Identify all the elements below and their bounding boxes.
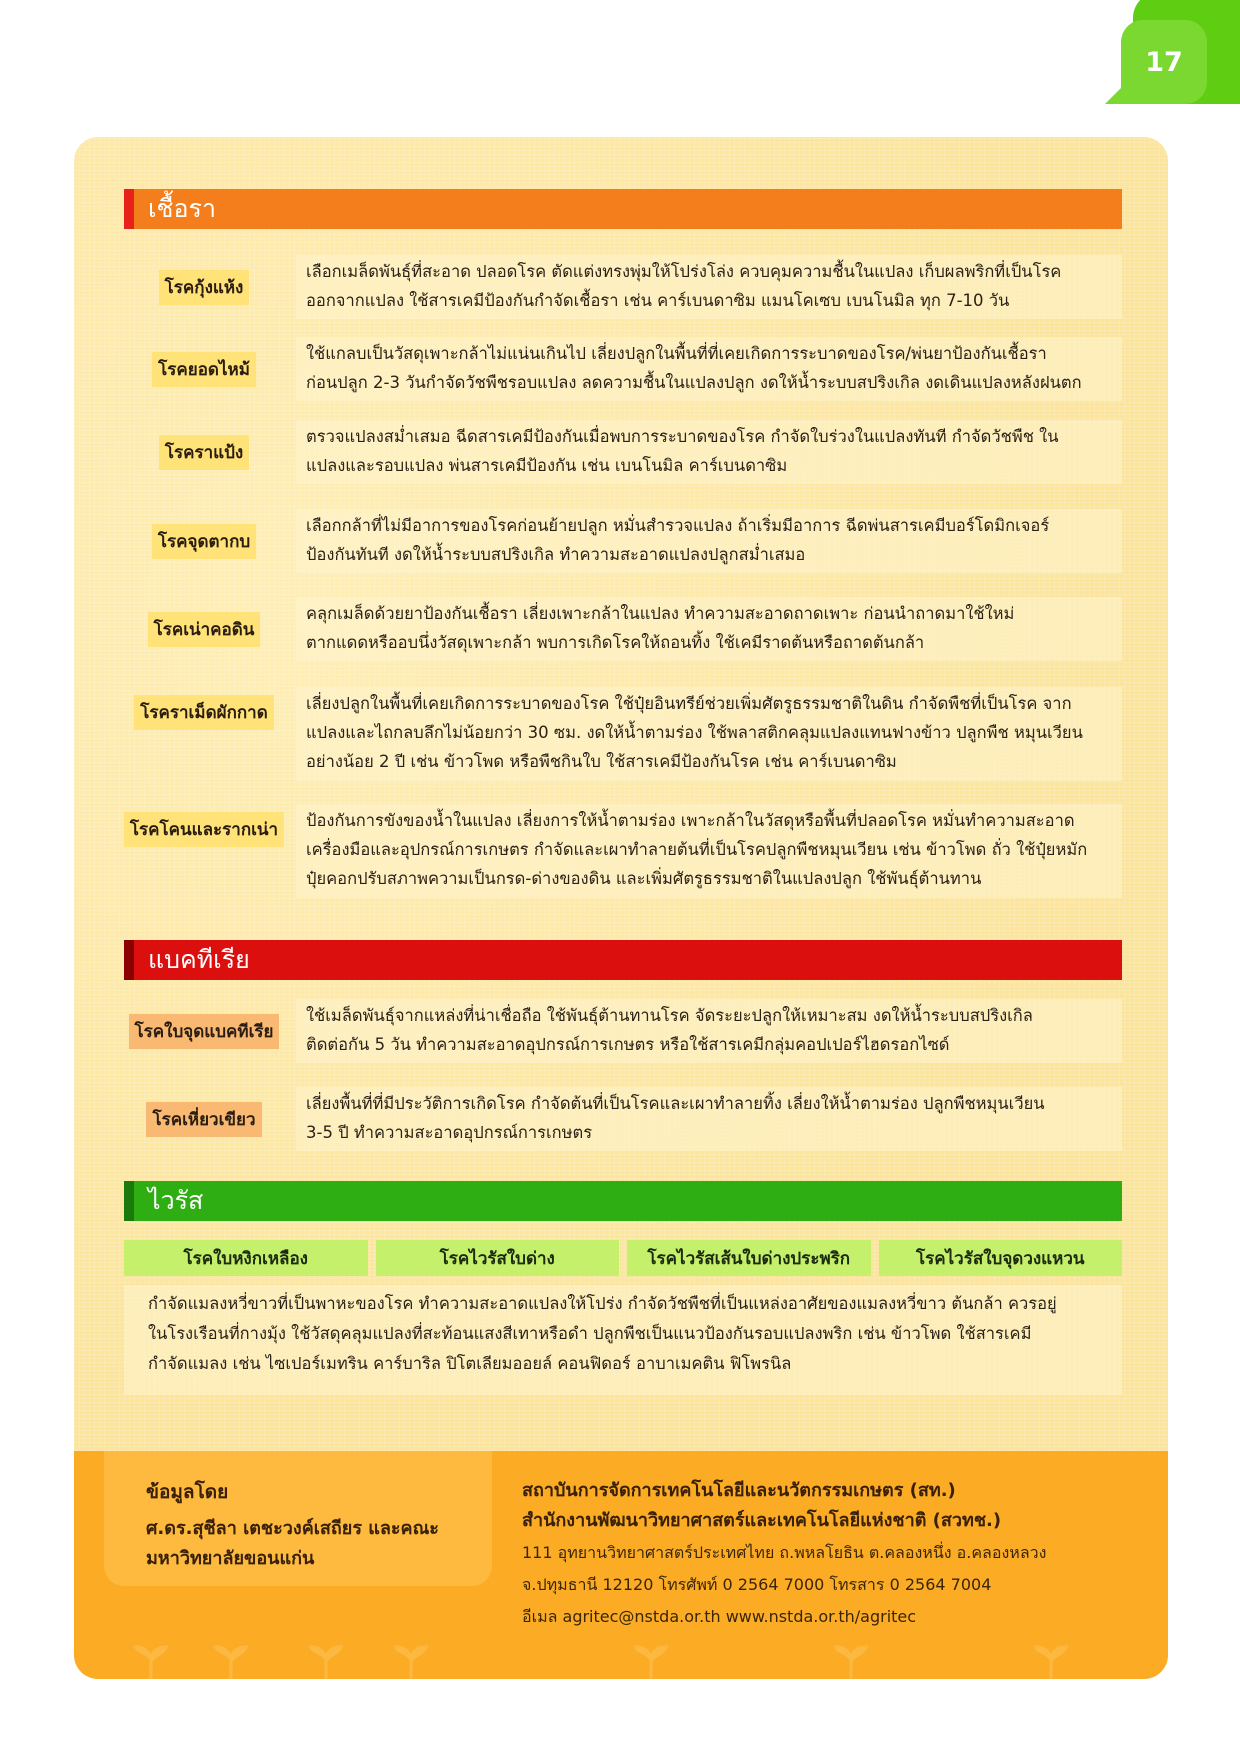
sprout-icon (309, 1639, 343, 1679)
disease-name: โรคโคนและรากเน่า (124, 804, 284, 906)
disease-row (124, 999, 1122, 1063)
disease-row (124, 804, 1122, 898)
virus-disease-headers (124, 1240, 1122, 1276)
disease-description: เลือกเมล็ดพันธุ์ที่สะอาด ปลอดโรค ตัดแต่งทรงพุ่มให้โปร่งโล่ง ควบคุมความชื้นในแปลง เก็บผลพริกที่เป็นโรค ออกจากแปลง ใช้สารเคมีป้องกันกำจัดเชื้อรา เช่น คาร์เบนดาซิม แมนโคเซบ เบนโนมิล ทุก 7-10 วัน (296, 255, 1122, 319)
sprout-icon (214, 1639, 248, 1679)
disease-description: คลุกเมล็ดด้วยยาป้องกันเชื้อรา เลี่ยงเพาะกล้าในแปลง ทำความสะอาดถาดเพาะ ก่อนนำถาดมาใช้ใหม่ ตากแดดหรืออบนึ่งวัสดุเพาะกล้า พบการเกิดโรคให้ถอนทิ้ง ใช้เคมีราดต้นหรือถาดต้นกล้า (296, 597, 1122, 661)
disease-description: ใช้เมล็ดพันธุ์จากแหล่งที่น่าเชื่อถือ ใช้พันธุ์ต้านทานโรค จัดระยะปลูกให้เหมาะสม งดให้น้ำระบบสปริงเกิล ติดต่อกัน 5 วัน ทำความสะอาดอุปกรณ์การเกษตร หรือใช้สารเคมีกลุ่มคอปเปอร์ไฮดรอกไซด์ (296, 999, 1122, 1063)
disease-description: เลี่ยงปลูกในพื้นที่เคยเกิดการระบาดของโรค ใช้ปุ๋ยอินทรีย์ช่วยเพิ่มศัตรูธรรมชาติในดิน กำจัดพืชที่เป็นโรค จาก แปลงและไถกลบลึกไม่น้อยกว่า 30 ซม. งดให้น้ำตามร่อง ใช้พลาสติกคลุมแปลงแทนฟางข้าว ปลูกพืช หมุนเวียน อย่างน้อย 2 ปี เช่น ข้าวโพด หรือพืชกินใบ ใช้สารเคมีป้องกันโรค เช่น คาร์เบนดาซิม (296, 687, 1122, 781)
virus-disease-name: โรคไวรัสเส้นใบด่างประพริก (627, 1240, 871, 1276)
disease-name: โรคจุดตากบ (124, 509, 284, 573)
section-title: แบคทีเรีย (148, 946, 250, 974)
footer (74, 1451, 1168, 1679)
page-number: 17 (1121, 20, 1207, 104)
sprout-icon (634, 1639, 668, 1679)
disease-row (124, 1087, 1122, 1151)
disease-name: โรคกุ้งแห้ง (124, 255, 284, 319)
virus-disease-list (124, 137, 1122, 173)
disease-row (124, 420, 1122, 484)
footer-credit-box (104, 1451, 492, 1586)
sprout-icon (834, 1639, 868, 1679)
disease-row (124, 509, 1122, 573)
disease-name: โรคเหี่ยวเขียว (124, 1087, 284, 1151)
disease-row (124, 687, 1122, 781)
sprout-icon (134, 1639, 168, 1679)
virus-disease-name: โรคไวรัสใบจุดวงแหวน (879, 1240, 1123, 1276)
sprout-icon (1034, 1639, 1068, 1679)
section-accent (124, 189, 134, 229)
contact-line: อีเมล agritec@nstda.or.th www.nstda.or.th/agritec (522, 1607, 917, 1626)
org-parent-name: สำนักงานพัฒนาวิทยาศาสตร์และเทคโนโลยีแห่งชาติ (สวทช.) (522, 1510, 1002, 1531)
disease-description: ป้องกันการขังของน้ำในแปลง เลี่ยงการให้น้ำตามร่อง เพาะกล้าในวัสดุหรือพื้นที่ปลอดโรค หมั่นทำความสะอาด เครื่องมือและอุปกรณ์การเกษตร กำจัดและเผาทำลายต้นที่เป็นโรคปลูกพืชหมุนเวียน เช่น ข้าวโพด ถั่ว ใช้ปุ๋ยหมัก ปุ๋ยคอกปรับสภาพความเป็นกรด-ด่างของดิน และเพิ่มศัตรูธรรมชาติในแปลงปลูก ใช้พันธุ์ต้านทาน (296, 804, 1122, 898)
virus-disease-name: โรคไวรัสใบด่าง (376, 1240, 620, 1276)
section-accent (124, 940, 134, 980)
section-header-virus (124, 1181, 1122, 1221)
virus-disease-name: โรคใบหงิกเหลือง (124, 1240, 368, 1276)
section-header-fungus (124, 189, 1122, 229)
author-university: มหาวิทยาลัยขอนแก่น (146, 1548, 315, 1569)
content-panel (74, 137, 1168, 1679)
address-phone-line: จ.ปทุมธานี 12120 โทรศัพท์ 0 2564 7000 โทรสาร 0 2564 7004 (522, 1575, 992, 1594)
disease-description: ใช้แกลบเป็นวัสดุเพาะกล้าไม่แน่นเกินไป เลี่ยงปลูกในพื้นที่ที่เคยเกิดการระบาดของโรค/พ่นยาป้องกันเชื้อรา ก่อนปลูก 2-3 วันกำจัดวัชพืชรอบแปลง ลดความชื้นในแปลงปลูก งดให้น้ำระบบสปริงเกิล งดเดินแปลงหลังฝนตก (296, 337, 1122, 401)
disease-description: เลือกกล้าที่ไม่มีอาการของโรคก่อนย้ายปลูก หมั่นสำรวจแปลง ถ้าเริ่มมีอาการ ฉีดพ่นสารเคมีบอร์โดมิกเจอร์ ป้องกันทันที งดให้น้ำระบบสปริงเกิล ทำความสะอาดแปลงปลูกสม่ำเสมอ (296, 509, 1122, 573)
address-line: 111 อุทยานวิทยาศาสตร์ประเทศไทย ถ.พหลโยธิน ต.คลองหนึ่ง อ.คลองหลวง (522, 1543, 1047, 1562)
section-title: เชื้อรา (148, 195, 216, 223)
org-name: สถาบันการจัดการเทคโนโลยีและนวัตกรรมเกษตร (สท.) (522, 1480, 956, 1501)
disease-description: เลี่ยงพื้นที่ที่มีประวัติการเกิดโรค กำจัดต้นที่เป็นโรคและเผาทำลายทิ้ง เลี่ยงให้น้ำตามร่อง ปลูกพืชหมุนเวียน 3-5 ปี ทำความสะอาดอุปกรณ์การเกษตร (296, 1087, 1122, 1151)
sprout-icon (394, 1639, 428, 1679)
section-title: ไวรัส (148, 1187, 204, 1215)
disease-name: โรคราเม็ดผักกาด (124, 687, 284, 789)
disease-description: ตรวจแปลงสม่ำเสมอ ฉีดสารเคมีป้องกันเมื่อพบการระบาดของโรค กำจัดใบร่วงในแปลงทันที กำจัดวัชพืช ใน แปลงและรอบแปลง พ่นสารเคมีป้องกัน เช่น เบนโนมิล คาร์เบนดาซิม (296, 420, 1122, 484)
disease-name: โรคยอดไหม้ (124, 337, 284, 401)
disease-name: โรคใบจุดแบคทีเรีย (124, 999, 284, 1063)
section-header-bacteria (124, 940, 1122, 980)
virus-description: กำจัดแมลงหวี่ขาวที่เป็นพาหะของโรค ทำความสะอาดแปลงให้โปร่ง กำจัดวัชพืชที่เป็นแหล่งอาศัยของแมลงหวี่ขาว ต้นกล้า ควรอยู่ ในโรงเรือนที่กางมุ้ง ใช้วัสดุคลุมแปลงที่สะท้อนแสงสีเทาหรือดำ ปลูกพืชเป็นแนวป้องกันรอบแปลงพริก เช่น ข้าวโพด ใช้สารเคมี กำจัดแมลง เช่น ไซเปอร์เมทริน คาร์บาริล ปิโตเลียมออยล์ คอนฟิดอร์ อาบาเมคติน ฟิโพรนิล (124, 1285, 1122, 1395)
section-accent (124, 1181, 134, 1221)
author-name: ศ.ดร.สุชีลา เตชะวงค์เสถียร และคณะ (146, 1518, 439, 1539)
disease-name: โรคราแป้ง (124, 420, 284, 484)
disease-name: โรคเน่าคอดิน (124, 597, 284, 661)
disease-row (124, 597, 1122, 661)
data-by-label: ข้อมูลโดย (146, 1481, 229, 1503)
disease-row (124, 255, 1122, 319)
disease-row (124, 337, 1122, 401)
